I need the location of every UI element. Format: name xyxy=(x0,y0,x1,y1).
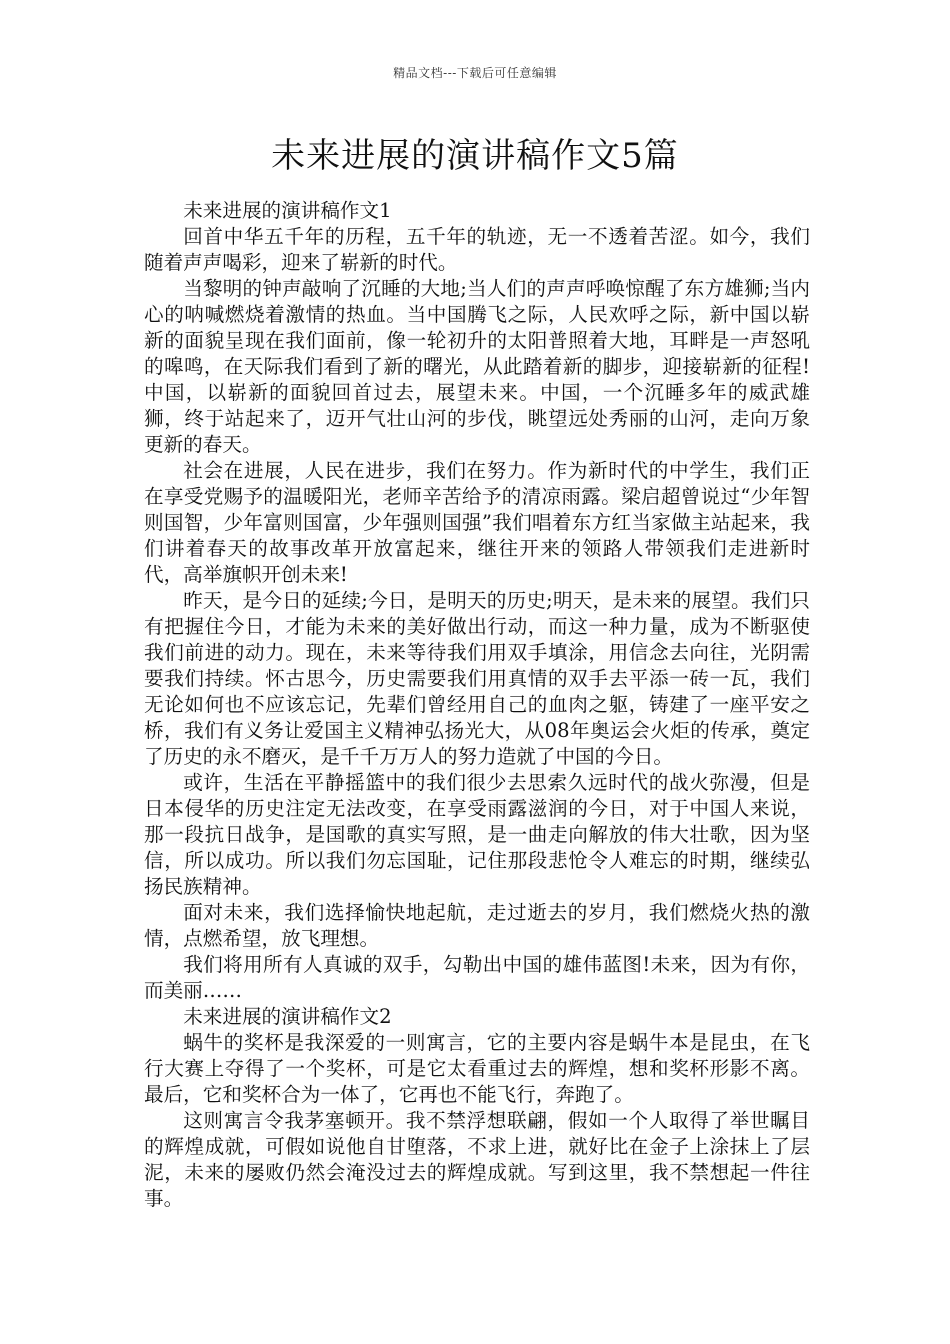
page-title: 未来进展的演讲稿作文5篇 xyxy=(271,136,679,176)
section-heading: 未来进展的演讲稿作文2 xyxy=(183,1005,392,1028)
paragraph: 面对未来，我们选择愉快地起航，走过逝去的岁月，我们燃烧火热的激情，点燃希望，放飞理想。 xyxy=(144,901,810,950)
header-note: 精品文档---下载后可任意编辑 xyxy=(393,66,557,80)
section-heading: 未来进展的演讲稿作文1 xyxy=(183,199,392,222)
paragraph: 回首中华五千年的历程，五千年的轨迹，无一不透着苦涩。如今，我们随着声声喝彩，迎来了崭新的时代。 xyxy=(144,225,810,274)
document-body xyxy=(144,198,810,1212)
paragraph: 当黎明的钟声敲响了沉睡的大地;当人们的声声呼唤惊醒了东方雄狮;当内心的呐喊燃烧着激情的热血。当中国腾飞之际，人民欢呼之际，新中国以崭新的面貌呈现在我们面前，像一轮初升的太阳普照着大地，耳畔是一声怒吼的嗥鸣，在天际我们看到了新的曙光，从此踏着新的脚步，迎接崭新的征程!中国，以崭新的面貌回首过去，展望未来。中国，一个沉睡多年的威武雄狮，终于站起来了，迈开气壮山河的步伐，眺望远处秀丽的山河，走向万象更新的春天。 xyxy=(144,277,810,456)
paragraph: 我们将用所有人真诚的双手，勾勒出中国的雄伟蓝图!未来，因为有你，而美丽…… xyxy=(144,953,810,1002)
paragraph: 社会在进展，人民在进步，我们在努力。作为新时代的中学生，我们正在享受党赐予的温暖阳光，老师辛苦给予的清凉雨露。梁启超曾说过“少年智则国智，少年富则国富，少年强则国强”我们唱着东方红当家做主站起来，我们讲着春天的故事改革开放富起来，继往开来的领路人带领我们走进新时代，高举旗帜开创未来! xyxy=(144,459,810,586)
paragraph: 或许，生活在平静摇篮中的我们很少去思索久远时代的战火弥漫，但是日本侵华的历史注定无法改变，在享受雨露滋润的今日，对于中国人来说，那一段抗日战争，是国歌的真实写照，是一曲走向解放的伟大壮歌，因为坚信，所以成功。所以我们勿忘国耻，记住那段悲怆令人难忘的时期，继续弘扬民族精神。 xyxy=(144,771,810,898)
paragraph: 昨天，是今日的延续;今日，是明天的历史;明天，是未来的展望。我们只有把握住今日，才能为未来的美好做出行动，而这一种力量，成为不断驱使我们前进的动力。现在，未来等待我们用双手填涂，用信念去向往，光阴需要我们持续。怀古思今，历史需要我们用真情的双手去平添一砖一瓦，我们无论如何也不应该忘记，先辈们曾经用自己的血肉之躯，铸建了一座平安之桥，我们有义务让爱国主义精神弘扬光大，从08年奥运会火炬的传承，奠定了历史的永不磨灭，是千千万万人的努力造就了中国的今日。 xyxy=(144,589,810,768)
paragraph: 蜗牛的奖杯是我深爱的一则寓言，它的主要内容是蜗牛本是昆虫，在飞行大赛上夺得了一个奖杯，可是它太看重过去的辉煌，想和奖杯形影不离。最后，它和奖杯合为一体了，它再也不能飞行，奔跑了。 xyxy=(144,1031,810,1106)
paragraph: 这则寓言令我茅塞顿开。我不禁浮想联翩，假如一个人取得了举世瞩目的辉煌成就，可假如说他自甘堕落，不求上进，就好比在金子上涂抹上了层泥，未来的屡败仍然会淹没过去的辉煌成就。写到这里，我不禁想起一件往事。 xyxy=(144,1109,810,1210)
